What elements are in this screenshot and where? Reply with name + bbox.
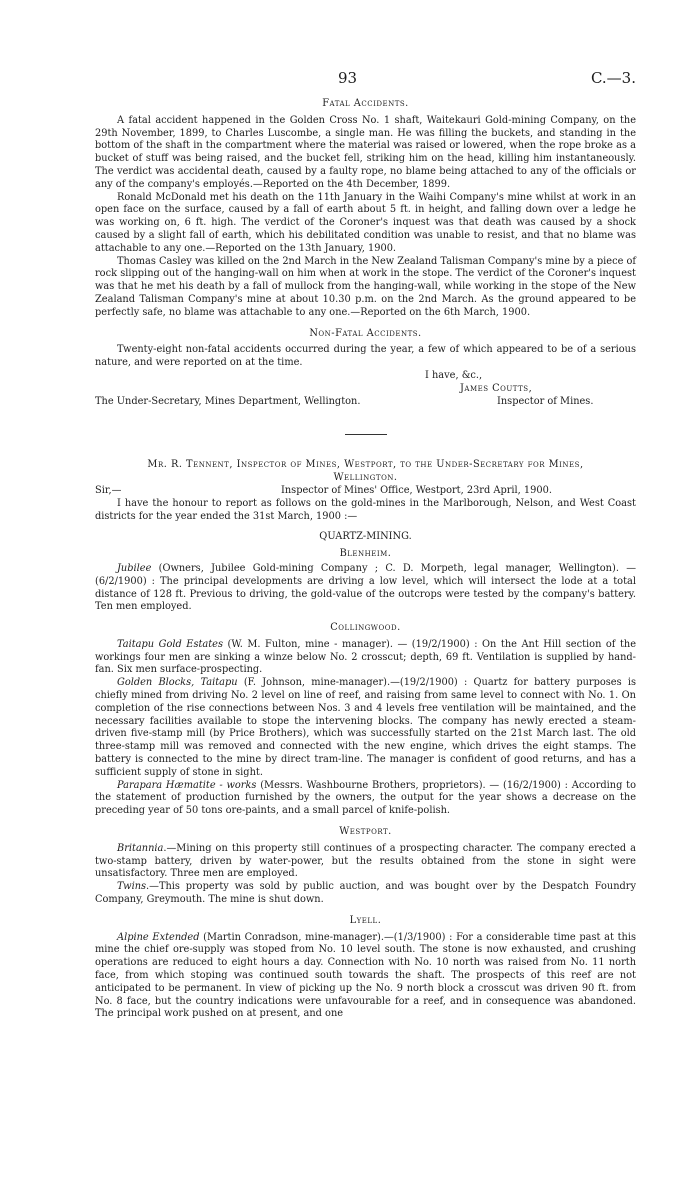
blenheim-heading: Blenheim. (339, 548, 392, 560)
taitapu-text: (W. M. Fulton, mine - manager). — (19/2/1900) : On the Ant Hill section of the workings four men are sinking a winze below No. 2 crosscut; depth, 69 ft. Ventilation is supplied by hand-fan. Six men surface-prospecting. (95, 638, 636, 676)
page-number: 93 (338, 69, 358, 87)
quartz-mining-heading: QUARTZ-MINING. (319, 531, 412, 543)
section-divider (345, 434, 387, 435)
fatal-accidents-heading: Fatal Accidents. (322, 98, 409, 109)
twins-text: .—This property was sold by public auction, and was bought over by the Despatch Foundry Company, Greymouth. The mine is shut down. (95, 881, 636, 906)
non-fatal-accidents-heading: Non-Fatal Accidents. (309, 327, 422, 339)
golden-blocks-name: Golden Blocks, Taitapu (117, 677, 238, 689)
collingwood-heading: Collingwood. (330, 622, 401, 634)
twins-name: Twins (117, 881, 147, 893)
alpine-extended-text: (Martin Conradson, mine-manager).—(1/3/1900) : For a considerable time past at this mine the chief ore-supply was stoped from No. 10 level south. The stone is now exhausted, and crushing operations are reduced to eight hours a day. Connection with No. 10 north was raised from No. 11 north face, from which stoping was continued south towards the shaft. The prospects of this reef are not anticipated to be permanent. In view of picking up the No. 9 north block a crosscut was driven 90 ft. from No. 8 face, but the country indications were unfavourable for a reef, and in consequence was abandoned. The principal work pushed on at present, and one (95, 931, 636, 1020)
parapara-name: Parapara Hæmatite - works (117, 779, 257, 791)
letter-title: Mr. R. Tennent, Inspector of Mines, Westport, to the Under-Secretary for Mines, Wellington. (147, 459, 584, 484)
golden-blocks-text: (F. Johnson, mine-manager).—(19/2/1900) : Quartz for battery purposes is chiefly mined from driving No. 2 level on line of reef, and raising from same level to connect with No. 1. On completion of the rise connections between Nos. 3 and 4 levels free ventilation will be maintained, and the necessary facilities available to stope the intervening blocks. The company has newly erected a steam-driven five-stamp mill (by Price Brothers), which was successfully started on the 21st March last. The old three-stamp mill was removed and connected with the new engine, which drives the eight stamps. The battery is connected to the mine by direct tram-line. The manager is confident of good returns, and has a sufficient supply of stone in sight. (95, 677, 637, 778)
signer-title: Inspector of Mines. (497, 395, 594, 407)
jubilee-text: (Owners, Jubilee Gold-mining Company ; C. D. Morpeth, legal manager, Wellington). —(6/2/1900) : The principal developments are driving a low level, which will intersect the lode at a total distance of 128 ft. Previous to driving, the gold-value of the outcrops were tested by the company's battery. Ten men employed. (95, 562, 636, 613)
letter-origin-row (95, 485, 636, 498)
alpine-extended-name: Alpine Extended (117, 931, 200, 943)
letter-intro: I have the honour to report as follows on the gold-mines in the Marlborough, Nelson, and West Coast districts for the year ended the 31st March, 1900 :— (95, 497, 636, 522)
signer-row (95, 383, 636, 396)
alpine-extended-entry (95, 932, 636, 1022)
taitapu-entry (95, 639, 636, 677)
page-header (95, 69, 636, 90)
westport-heading: Westport. (339, 826, 392, 838)
signer-name: James Coutts, (460, 382, 533, 394)
twins-entry (95, 881, 636, 907)
britannia-text: .—Mining on this property still continues of a prospecting character. The company erected a two-stamp battery, driven by water-power, but the results obtained from the stone in sight were unsatisfactory. Three men are employed. (95, 842, 636, 880)
non-fatal-paragraph: Twenty-eight non-fatal accidents occurred during the year, a few of which appeared to be of a serious nature, and were reported on at the time. (95, 344, 636, 369)
addressee-row (95, 396, 636, 409)
britannia-entry (95, 843, 636, 881)
fatal-paragraph-2: Ronald McDonald met his death on the 11th January in the Waihi Company's mine whilst at work in an open face on the surface, caused by a fall of earth about 5 ft. in height, and falling down over a ledge he was working on, 6 ft. high. The verdict of the Coroner's inquest was that death was caused by a shock caused by a slight fall of earth, which his debilitated condition was unable to resist, and that no blame was attachable to any one.—Reported on the 13th January, 1900. (95, 191, 636, 254)
salutation: Sir,— (95, 484, 122, 496)
fatal-paragraph-3: Thomas Casley was killed on the 2nd March in the New Zealand Talisman Company's mine by a piece of rock slipping out of the hanging-wall on him when at work in the stope. The verdict of the Coroner's inquest was that he met his death by a fall of mullock from the hanging-wall, while working in the stope of the New Zealand Talisman Company's mine at about 10.30 p.m. on the 2nd March. As the ground appeared to be perfectly safe, no blame was attachable to any one.—Reported on the 6th March, 1900. (95, 255, 637, 318)
sign-off: I have, &c., (425, 369, 483, 381)
fatal-paragraph-1: A fatal accident happened in the Golden Cross No. 1 shaft, Waitekauri Gold-mining Company, on the 29th November, 1899, to Charles Luscombe, a single man. He was filling the buckets, and standing in the bottom of the shaft in the compartment where the material was raised or lowered, when the rope broke as a bucket of stuff was being raised, and the bucket fell, striking him on the head, killing him instantaneously. The verdict was accidental death, caused by a faulty rope, no blame being attached to any of the officials or any of the company's employés.—Reported on the 4th December, 1899. (95, 114, 636, 190)
golden-blocks-entry (95, 677, 636, 779)
letter-origin: Inspector of Mines' Office, Westport, 23rd April, 1900. (281, 484, 552, 496)
britannia-name: Britannia (117, 842, 164, 854)
jubilee-name: Jubilee (117, 562, 152, 574)
parapara-entry (95, 780, 636, 818)
sign-off-row (95, 370, 636, 383)
jubilee-entry (95, 563, 636, 614)
addressee: The Under-Secretary, Mines Department, Wellington. (95, 395, 361, 407)
parapara-text: (Messrs. Washbourne Brothers, proprietors). — (16/2/1900) : According to the statement of production furnished by the owners, the output for the year shows a decrease on the preceding year of 50 tons ore-paints, and a small parcel of knife-polish. (95, 779, 636, 817)
document-reference: C.—3. (590, 69, 636, 87)
taitapu-name: Taitapu Gold Estates (117, 638, 224, 650)
lyell-heading: Lyell. (349, 914, 382, 926)
